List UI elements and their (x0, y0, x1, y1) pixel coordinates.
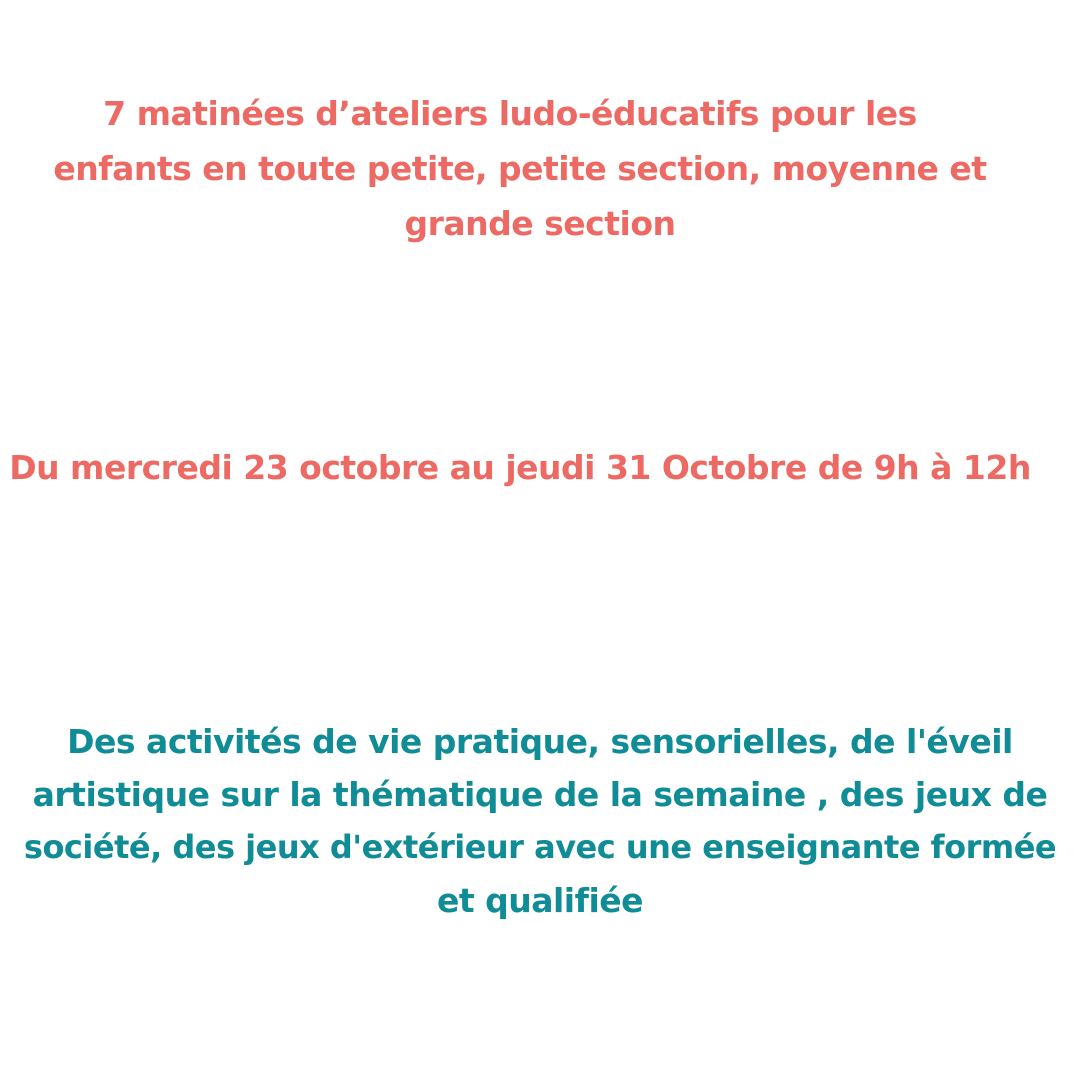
activities-line-1: Des activités de vie pratique, sensorielles, de l'éveil (67, 722, 1013, 761)
intro-line-1: 7 matinées d’ateliers ludo-éducatifs pour les (103, 94, 917, 133)
dates-line: Du mercredi 23 octobre au jeudi 31 Octobre de 9h à 12h (9, 448, 1031, 487)
activities-line-2: artistique sur la thématique de la semaine , des jeux de (32, 775, 1048, 814)
intro-line-3: grande section (404, 204, 676, 243)
activities-line-4: et qualifiée (436, 881, 644, 920)
intro-text (0, 86, 1080, 251)
dates-text (0, 440, 1080, 495)
intro-line-2: enfants en toute petite, petite section, moyenne et (53, 149, 987, 188)
activities-line-3: société, des jeux d'extérieur avec une enseignante formée (23, 828, 1057, 866)
activities-text (0, 715, 1080, 927)
